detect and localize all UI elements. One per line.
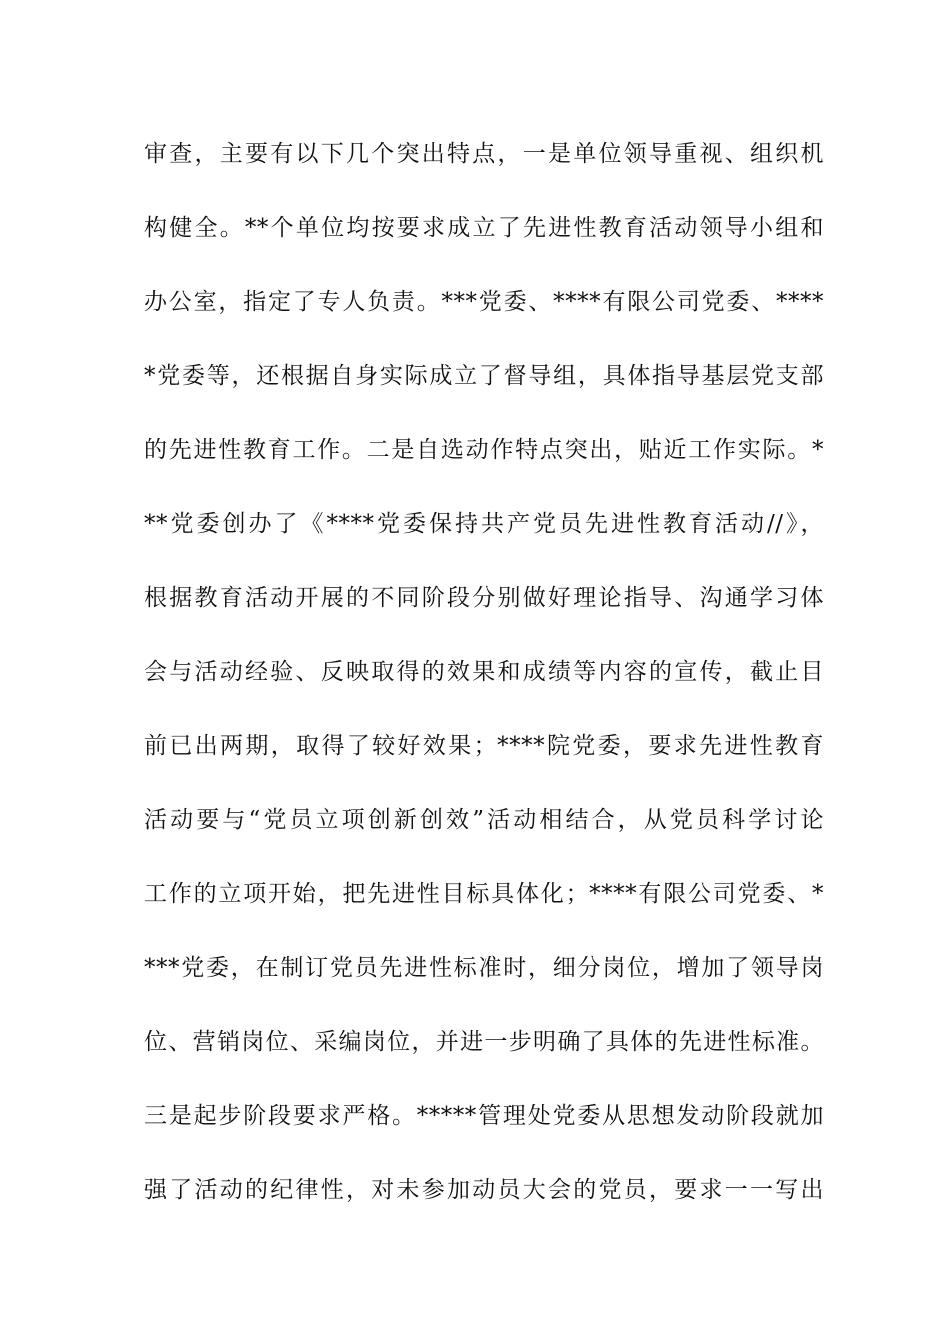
paragraph-line: 构健全。**个单位均按要求成立了先进性教育活动领导小组和 bbox=[144, 215, 824, 241]
paragraph-line: 工作的立项开始，把先进性目标具体化；****有限公司党委、* bbox=[144, 881, 824, 907]
paragraph-line: 办公室，指定了专人负责。***党委、****有限公司党委、**** bbox=[144, 289, 824, 315]
paragraph-line: 会与活动经验、反映取得的效果和成绩等内容的宣传，截止目 bbox=[144, 659, 824, 685]
paragraph-line: 三是起步阶段要求严格。*****管理处党委从思想发动阶段就加 bbox=[144, 1103, 824, 1129]
paragraph-line: **党委创办了《****党委保持共产党员先进性教育活动//》， bbox=[144, 511, 824, 537]
paragraph-line: 根据教育活动开展的不同阶段分别做好理论指导、沟通学习体 bbox=[144, 585, 824, 611]
paragraph-line: 前已出两期，取得了较好效果；****院党委，要求先进性教育 bbox=[144, 733, 824, 759]
paragraph-line: *党委等，还根据自身实际成立了督导组，具体指导基层党支部 bbox=[144, 363, 824, 389]
paragraph-line: 位、营销岗位、采编岗位，并进一步明确了具体的先进性标准。 bbox=[144, 1029, 824, 1055]
paragraph-line: 的先进性教育工作。二是自选动作特点突出，贴近工作实际。* bbox=[144, 437, 824, 463]
paragraph-line: 活动要与“党员立项创新创效”活动相结合，从党员科学讨论 bbox=[144, 807, 824, 833]
paragraph-line: 强了活动的纪律性，对未参加动员大会的党员，要求一一写出 bbox=[144, 1177, 824, 1203]
paragraph-line: ***党委，在制订党员先进性标准时，细分岗位，增加了领导岗 bbox=[144, 955, 824, 981]
paragraph-line: 审查，主要有以下几个突出特点，一是单位领导重视、组织机 bbox=[144, 141, 824, 167]
